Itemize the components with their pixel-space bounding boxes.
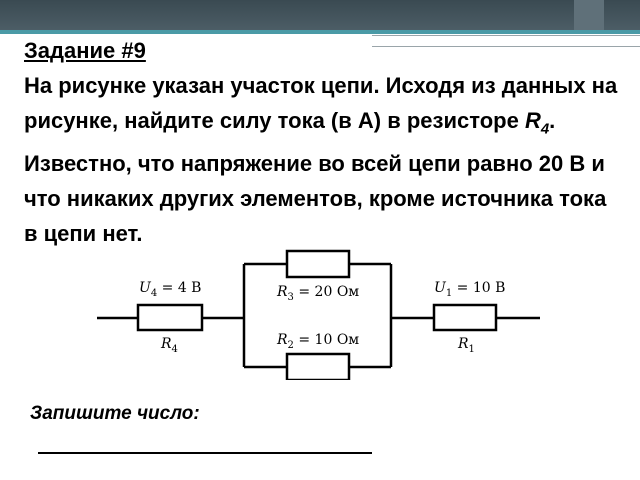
slide-header-bar [0,0,640,30]
task-title: Задание #9 [24,38,146,63]
decorative-rule [372,35,640,47]
label-r1: $R_1$ [458,336,475,355]
answer-prompt: Запишите число: [30,403,200,424]
problem-variable: $R_4$ [524,108,550,138]
resistor-r3 [287,251,349,277]
header-accent-line [0,30,640,34]
problem-text-part1: На рисунке указан участок цепи. Исходя из данных на рисунке, найдите силу тока (в А) в резисторе [24,73,618,133]
circuit-diagram [0,240,640,380]
label-u4: $U_4 = 4$ В [139,280,202,299]
label-r4: $R_4$ [161,336,178,355]
label-r3: $R_3 = 20$ Ом [277,284,360,303]
label-u1: $U_1 = 10$ В [434,280,506,299]
resistor-r1 [434,305,496,330]
answer-input-line[interactable] [38,452,372,454]
label-r2: $R_2 = 10$ Ом [277,332,360,351]
problem-text [24,68,624,251]
problem-text-part2: . Известно, что напряжение во всей цепи равно 20 В и что никаких других элементов, кроме источника тока в цепи нет. [24,108,607,247]
resistor-r4 [138,305,202,330]
resistor-r2 [287,354,349,380]
header-decoration [574,0,604,30]
